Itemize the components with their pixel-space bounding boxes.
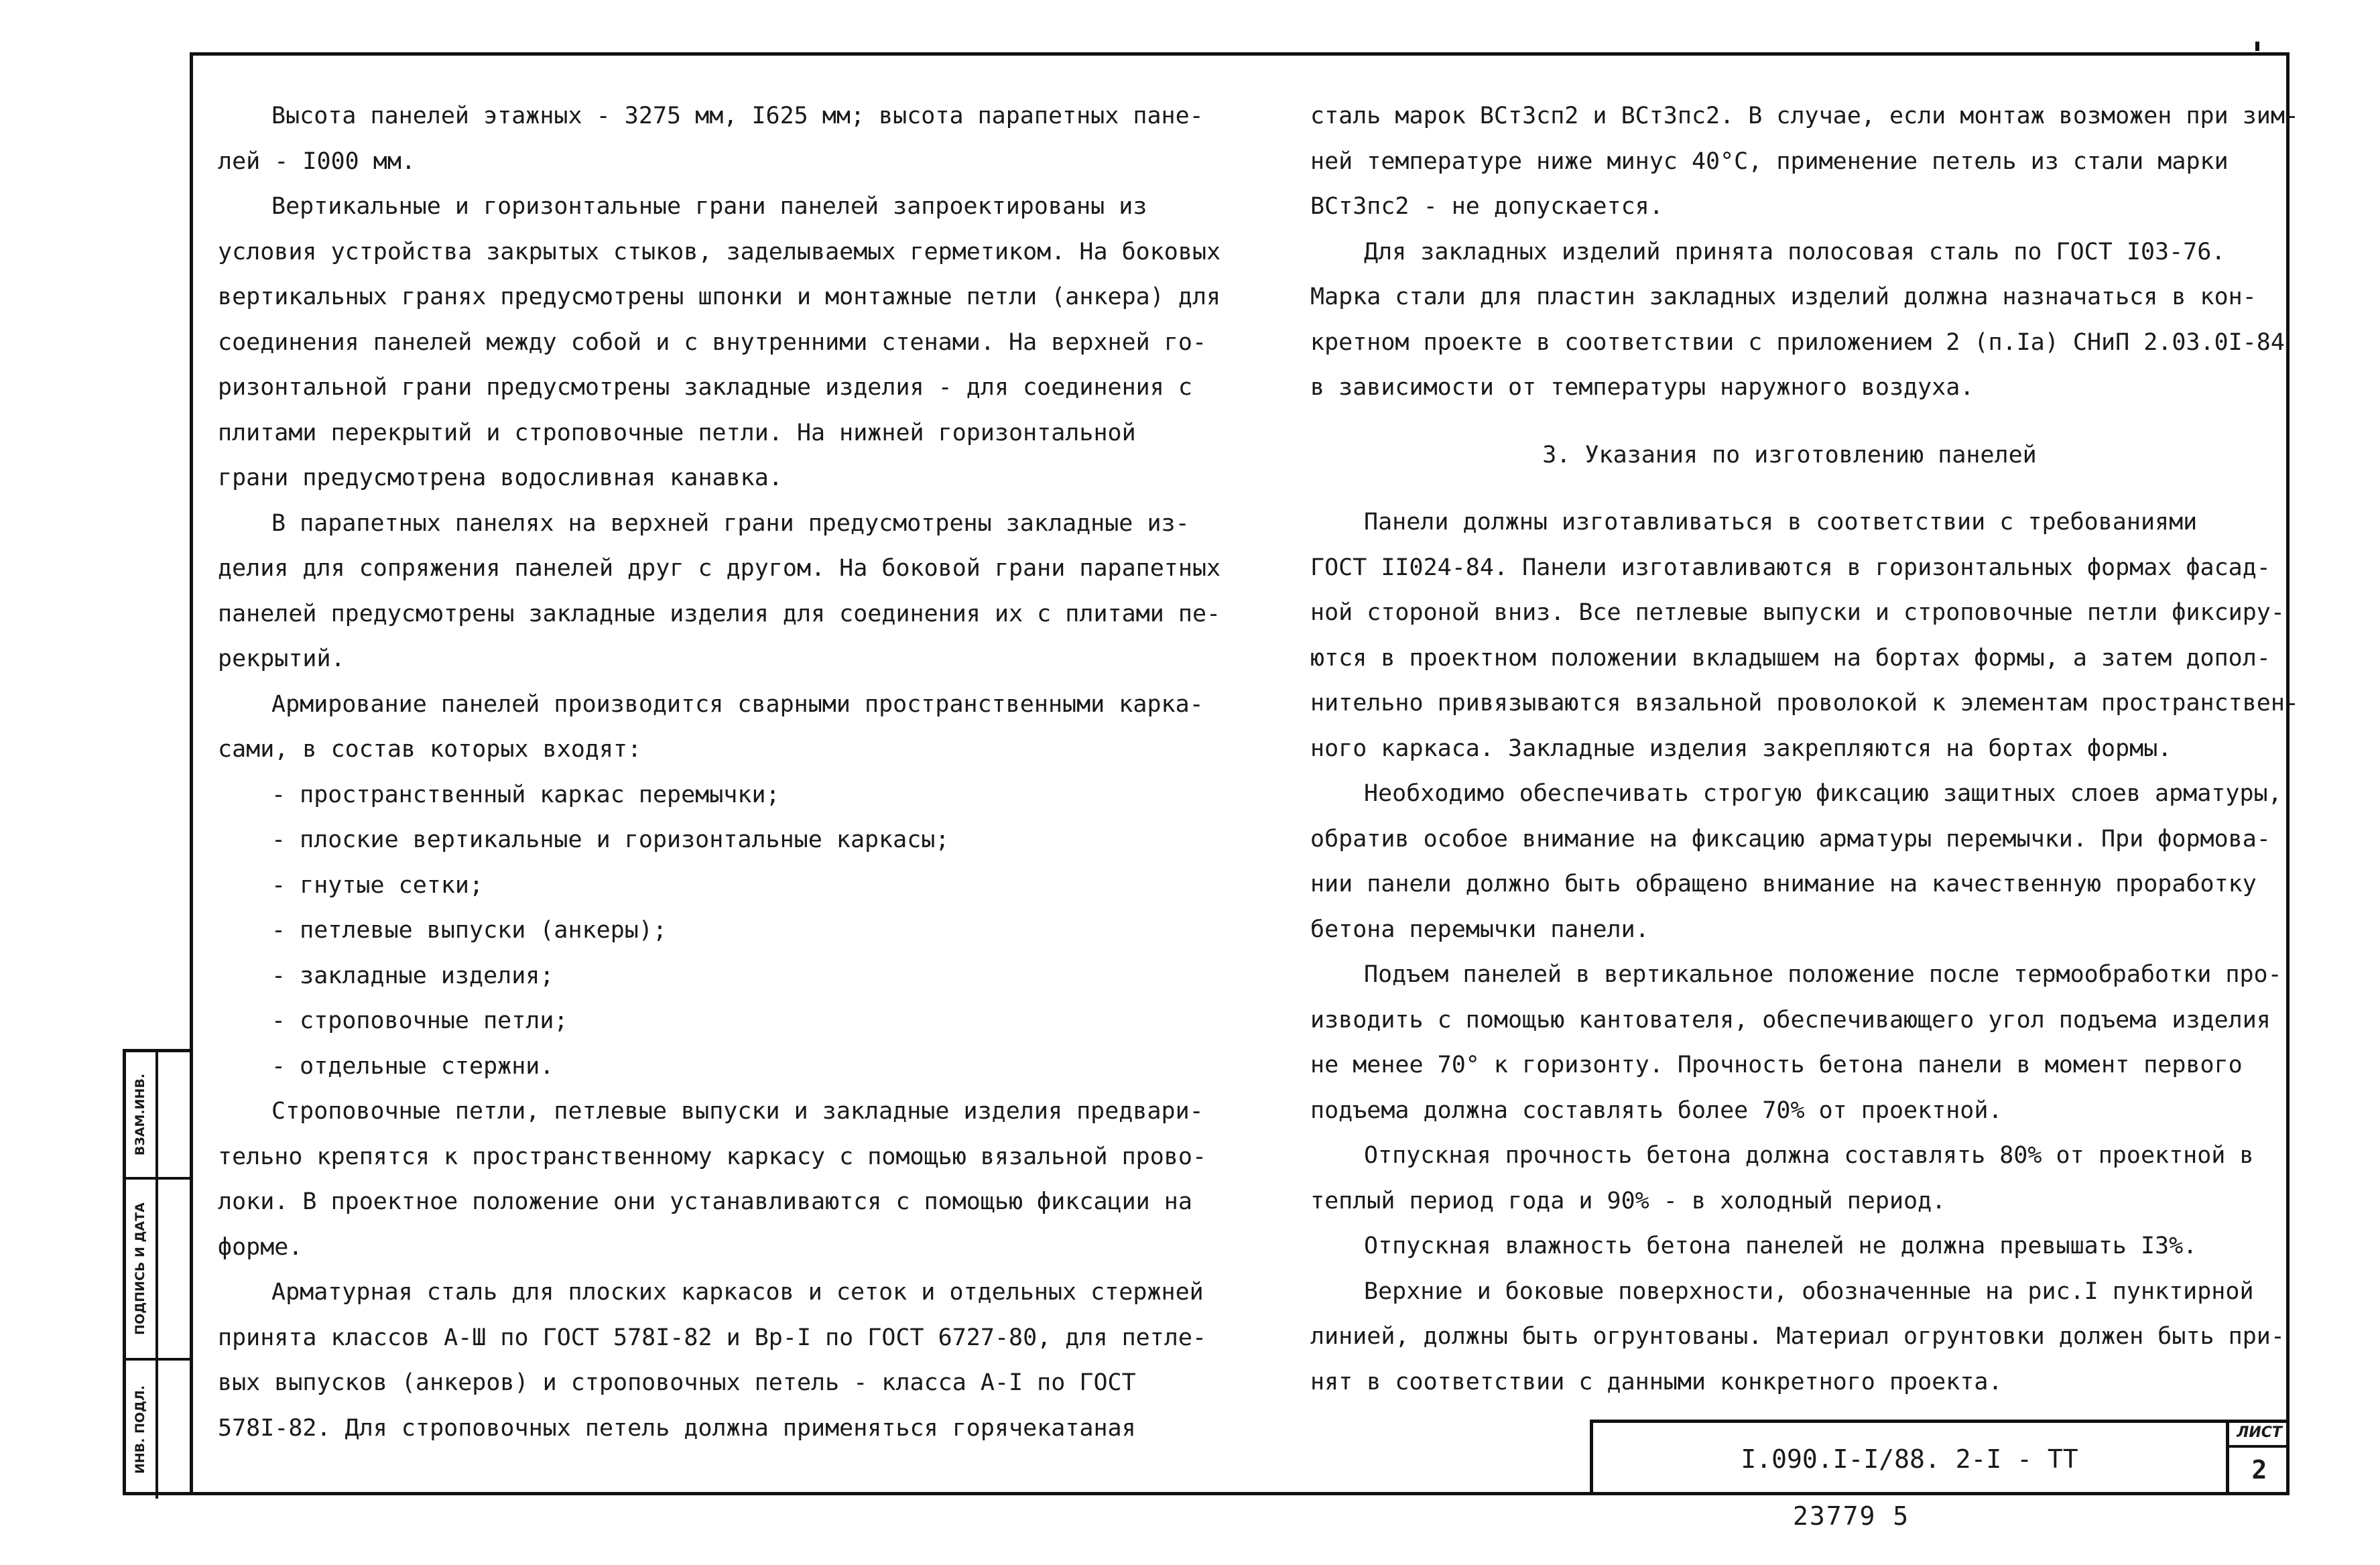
- left-text-line: вых выпусков (анкеров) и строповочных петель - класса А-I по ГОСТ: [218, 1369, 1136, 1396]
- sheet-number: 2: [2251, 1455, 2267, 1485]
- left-text-line: вертикальных гранях предусмотрены шпонки и монтажные петли (анкера) для: [218, 284, 1221, 310]
- right-text-line: Подъем панелей в вертикальное положение после термообработки про-: [1364, 961, 2282, 988]
- right-text-line: теплый период года и 90% - в холодный период.: [1310, 1187, 1946, 1214]
- left-text-line: соединения панелей между собой и с внутренними стенами. На верхней го-: [218, 328, 1207, 356]
- right-text-line: сталь марок ВСт3сп2 и ВСт3пс2. В случае, если монтаж возможен при зим-: [1310, 103, 2300, 129]
- right-text-line: Панели должны изготавливаться в соответствии с требованиями: [1364, 509, 2198, 536]
- left-text-line: Вертикальные и горизонтальные грани панелей запроектированы из: [271, 193, 1147, 220]
- left-text-line: - строповочные петли;: [271, 1007, 568, 1034]
- left-text-line: Арматурная сталь для плоских каркасов и сеток и отдельных стержней: [271, 1279, 1204, 1306]
- left-text-line: 578I-82. Для строповочных петель должна применяться горячекатаная: [218, 1414, 1136, 1442]
- sidebar-cell-original: [126, 1361, 190, 1499]
- corner-mark: [2255, 42, 2259, 51]
- inventory-number: 23779 5: [1793, 1501, 1910, 1531]
- left-text-line: лей - I000 мм.: [218, 147, 416, 175]
- right-text-line: изводить с помощью кантователя, обеспечивающего угол подъема изделия: [1310, 1006, 2271, 1034]
- right-text-line: ГОСТ II024-84. Панели изготавливаются в горизонтальных формах фасад-: [1310, 554, 2271, 581]
- left-text-line: - гнутые сетки;: [271, 871, 484, 899]
- right-text-line: ней температуре ниже минус 40°С, применение петель из стали марки: [1310, 147, 2229, 175]
- right-text-line: ной стороной вниз. Все петлевые выпуски и строповочные петли фиксиру-: [1310, 599, 2285, 626]
- left-text-line: - закладные изделия;: [271, 962, 554, 989]
- right-text-line: ВСт3пс2 - не допускается.: [1310, 193, 1664, 220]
- right-text-line: нят в соответствии с данными конкретного проекта.: [1310, 1368, 2003, 1395]
- left-text-line: Высота панелей этажных - 3275 мм, I625 мм; высота парапетных пане-: [271, 103, 1204, 129]
- right-text-line: нии панели должно быть обращено внимание на качественную проработку: [1310, 871, 2257, 897]
- left-text-line: делия для сопряжения панелей друг с другом. На боковой грани парапетных: [218, 555, 1221, 582]
- left-text-line: Армирование панелей производится сварными пространственными карка-: [271, 690, 1204, 718]
- left-text-line: грани предусмотрена водосливная канавка.: [218, 464, 783, 491]
- right-text-line: Марка стали для пластин закладных изделий должна назначаться в кон-: [1310, 284, 2257, 310]
- section-heading: 3. Указания по изготовлению панелей: [1542, 441, 2037, 468]
- left-text-line: - петлевые выпуски (анкеры);: [271, 917, 668, 944]
- right-column: [1310, 94, 2300, 1405]
- left-text-line: принята классов А-Ш по ГОСТ 578I-82 и Вр-I по ГОСТ 6727-80, для петле-: [218, 1324, 1207, 1351]
- right-text-line: в зависимости от температуры наружного воздуха.: [1310, 374, 1975, 401]
- left-text-line: - пространственный каркас перемычки;: [271, 781, 780, 808]
- title-block: [1590, 1420, 2290, 1495]
- right-text-line: Для закладных изделий принята полосовая сталь по ГОСТ I03-76.: [1364, 238, 2226, 265]
- left-text-line: рекрытий.: [218, 645, 345, 672]
- left-text-line: ризонтальной грани предусмотрены закладные изделия - для соединения с: [218, 374, 1192, 401]
- right-text-line: подъема должна составлять более 70% от проектной.: [1310, 1097, 2003, 1124]
- left-text-line: плитами перекрытий и строповочные петли. На нижней горизонтальной: [218, 419, 1136, 446]
- sheet-label: ЛИСТ: [2229, 1420, 2290, 1448]
- sheet-box: [2226, 1420, 2290, 1495]
- right-text-line: Отпускная влажность бетона панелей не должна превышать I3%.: [1364, 1233, 2198, 1259]
- left-text-line: Строповочные петли, петлевые выпуски и закладные изделия предвари-: [271, 1098, 1204, 1125]
- sidebar-cell-signature: [126, 1180, 190, 1361]
- sidebar-label-signature: ПОДПИСЬ И ДАТА: [133, 1202, 147, 1335]
- right-text-line: ного каркаса. Закладные изделия закрепляются на бортах формы.: [1310, 735, 2172, 762]
- sidebar-label-replacement: ВЗАМ.ИНВ.: [133, 1073, 147, 1156]
- right-text-line: бетона перемычки панели.: [1310, 916, 1649, 943]
- left-column: [218, 94, 1221, 1451]
- right-text-line: линией, должны быть огрунтованы. Материал огрунтовки должен быть при-: [1310, 1323, 2285, 1350]
- document-code: I.090.I-I/88. 2-I - ТТ: [1741, 1444, 2078, 1474]
- right-text-line: Необходимо обеспечивать строгую фиксацию защитных слоев арматуры,: [1364, 780, 2282, 807]
- right-text-line: нительно привязываются вязальной проволокой к элементам пространствен-: [1310, 690, 2300, 716]
- right-text-line: обратив особое внимание на фиксацию арматуры перемычки. При формова-: [1310, 825, 2271, 853]
- right-text-line: не менее 70° к горизонту. Прочность бетона панели в момент первого: [1310, 1052, 2243, 1078]
- left-text-line: форме.: [218, 1233, 303, 1261]
- left-text-line: - плоские вертикальные и горизонтальные каркасы;: [271, 826, 950, 853]
- right-text-line: ются в проектном положении вкладышем на бортах формы, а затем допол-: [1310, 644, 2271, 672]
- left-text-line: локи. В проектное положение они устанавливаются с помощью фиксации на: [218, 1188, 1192, 1215]
- left-text-line: панелей предусмотрены закладные изделия для соединения их с плитами пе-: [218, 600, 1221, 627]
- right-text-line: Верхние и боковые поверхности, обозначенные на рис.I пунктирной: [1364, 1277, 2254, 1305]
- left-text-line: - отдельные стержни.: [271, 1052, 554, 1080]
- left-text-line: тельно крепятся к пространственному каркасу с помощью вязальной прово-: [218, 1143, 1207, 1170]
- approval-sidebar: [123, 1049, 190, 1495]
- sidebar-label-original: ИНВ. ПОДЛ.: [133, 1385, 147, 1475]
- right-text-line: кретном проекте в соответствии с приложением 2 (п.Iа) СНиП 2.03.0I-84: [1310, 328, 2285, 356]
- right-text-line: Отпускная прочность бетона должна составлять 80% от проектной в: [1364, 1142, 2254, 1169]
- sidebar-cell-replacement: [126, 1052, 190, 1180]
- left-text-line: В парапетных панелях на верхней грани предусмотрены закладные из-: [271, 509, 1190, 537]
- left-text-line: сами, в состав которых входят:: [218, 736, 642, 763]
- left-text-line: условия устройства закрытых стыков, заделываемых герметиком. На боковых: [218, 238, 1221, 265]
